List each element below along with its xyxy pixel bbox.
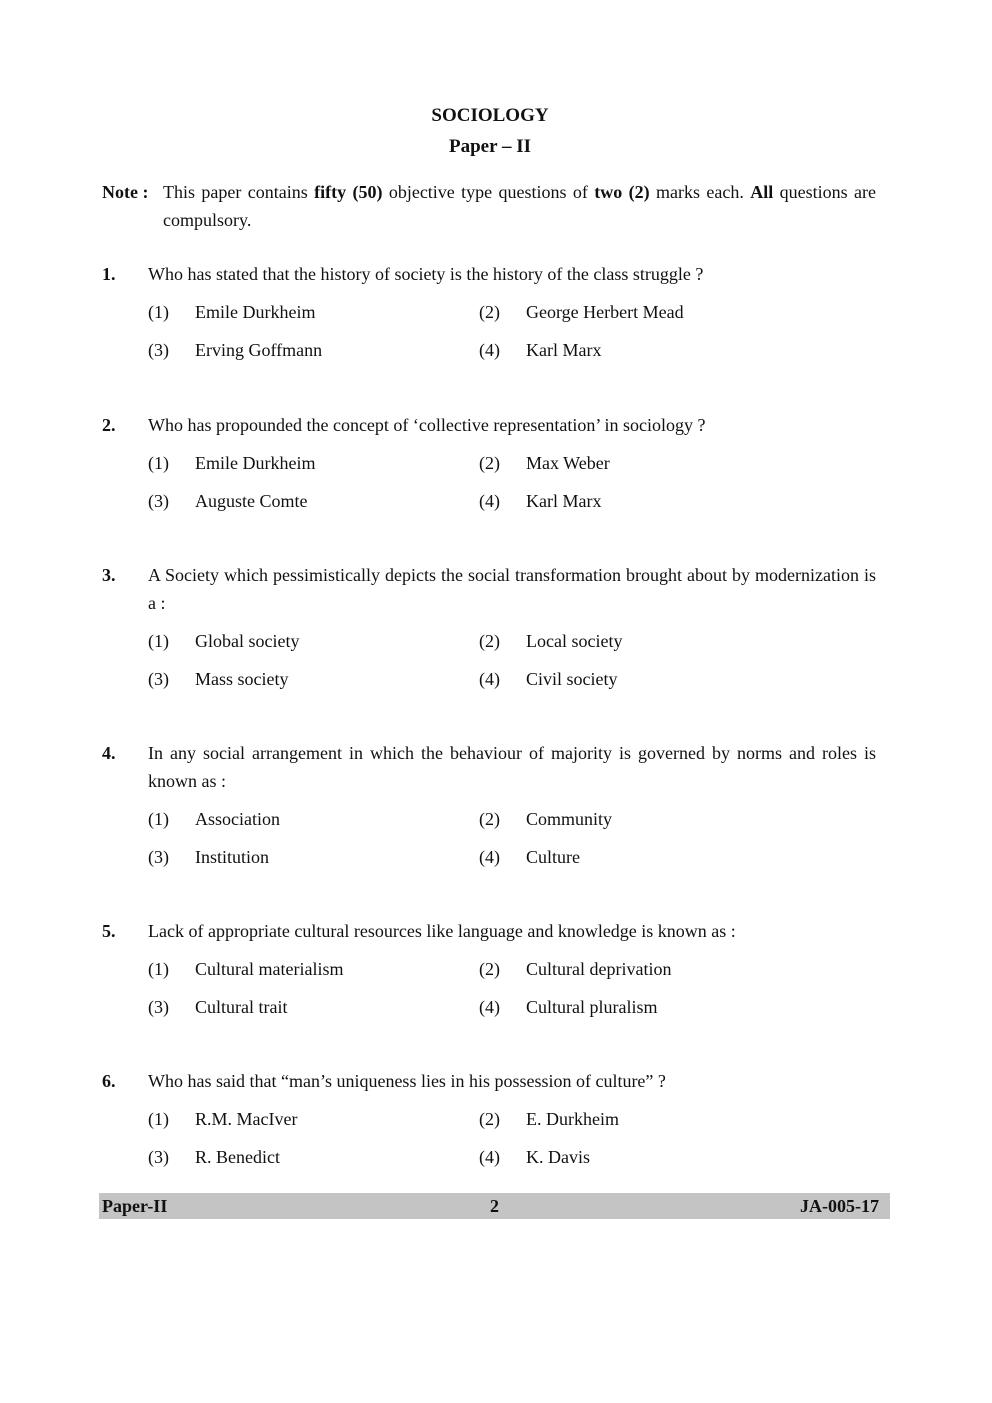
note-segment-bold: fifty (50) [314, 182, 383, 202]
question-text: A Society which pessimistically depicts the social transformation brought about by modernization is a : [148, 565, 876, 613]
option-list [148, 1105, 876, 1181]
question-5 [102, 917, 876, 1031]
page-number: 2 [490, 1196, 499, 1216]
option-2: (2) Local society [479, 631, 623, 651]
question-number: 2. [102, 415, 116, 435]
option-4: (4) Cultural pluralism [479, 997, 658, 1017]
option-4: (4) K. Davis [479, 1147, 590, 1167]
option-3: (3) Institution [148, 847, 270, 867]
option-2: (2) E. Durkheim [479, 1109, 619, 1129]
option-1: (1) R.M. MacIver [148, 1109, 298, 1129]
page-footer [99, 1193, 890, 1219]
question-text: Who has stated that the history of society is the history of the class struggle ? [148, 264, 704, 284]
question-number: 6. [102, 1071, 116, 1091]
option-3: (3) Cultural trait [148, 997, 288, 1017]
option-1: (1) Emile Durkheim [148, 453, 316, 473]
question-text: In any social arrangement in which the behaviour of majority is governed by norms and roles is known as : [148, 743, 876, 791]
note-segment-bold: All [750, 182, 774, 202]
question-number: 4. [102, 743, 116, 763]
option-3: (3) Erving Goffmann [148, 340, 323, 360]
question-number: 3. [102, 565, 116, 585]
question-1 [102, 260, 876, 374]
option-3: (3) Mass society [148, 669, 289, 689]
question-number: 5. [102, 921, 116, 941]
option-1: (1) Emile Durkheim [148, 302, 316, 322]
note-label: Note : [102, 182, 149, 202]
note-block [102, 178, 876, 234]
paper-title: Paper – II [449, 136, 531, 157]
option-2: (2) Cultural deprivation [479, 959, 672, 979]
option-2: (2) Community [479, 809, 613, 829]
subject-title: SOCIOLOGY [431, 105, 549, 126]
question-text: Who has said that “man’s uniqueness lies in his possession of culture” ? [148, 1071, 666, 1091]
paper-code: JA-005-17 [800, 1196, 879, 1216]
question-3 [102, 561, 876, 703]
note-text [163, 178, 876, 234]
option-list [148, 805, 876, 881]
question-6 [102, 1067, 876, 1181]
option-1: (1) Global society [148, 631, 300, 651]
option-3: (3) R. Benedict [148, 1147, 280, 1167]
option-4: (4) Karl Marx [479, 340, 602, 360]
option-list [148, 627, 876, 703]
note-segment-bold: two (2) [594, 182, 650, 202]
option-4: (4) Culture [479, 847, 580, 867]
option-2: (2) Max Weber [479, 453, 610, 473]
option-1: (1) Cultural materialism [148, 959, 344, 979]
question-text: Who has propounded the concept of ‘collective representation’ in sociology ? [148, 415, 706, 435]
note-segment: questions are compulsory. [163, 182, 876, 230]
option-list [148, 955, 876, 1031]
question-number: 1. [102, 264, 116, 284]
option-4: (4) Karl Marx [479, 491, 602, 511]
option-3: (3) Auguste Comte [148, 491, 308, 511]
option-1: (1) Association [148, 809, 280, 829]
footer-paper-label: Paper-II [102, 1196, 168, 1216]
question-2 [102, 411, 876, 525]
question-4 [102, 739, 876, 881]
note-segment: This paper contains [163, 182, 315, 202]
note-segment: objective type questions of [382, 182, 595, 202]
option-list [148, 298, 876, 374]
option-list [148, 449, 876, 525]
note-segment: marks each. [649, 182, 751, 202]
question-text: Lack of appropriate cultural resources like language and knowledge is known as : [148, 921, 736, 941]
option-2: (2) George Herbert Mead [479, 302, 684, 322]
option-4: (4) Civil society [479, 669, 618, 689]
